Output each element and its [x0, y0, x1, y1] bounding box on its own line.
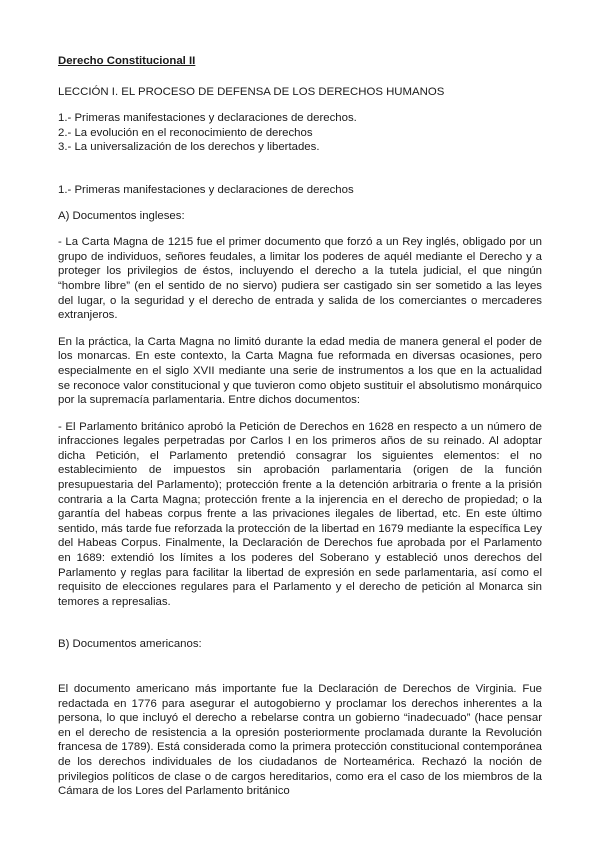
- paragraph: En la práctica, la Carta Magna no limitó durante la edad media de manera general el poder de los monarcas. En este contexto, la Carta Magna fue reformada en diversas ocasiones, pero especialmente en el siglo XVII mediante una serie de instrumentos a los que en la actualidad se reconoce valor constitucional y que tuvieron como objeto sustituir el absolutismo monárquico por la supremacía parlamentaria. Entre dichos documentos:: [58, 335, 542, 407]
- section-1-heading: 1.- Primeras manifestaciones y declaraciones de derechos: [58, 183, 354, 196]
- table-of-contents: [58, 111, 542, 155]
- subsection-b-heading: B) Documentos americanos:: [58, 638, 202, 651]
- toc-item: 2.- La evolución en el reconocimiento de derechos: [58, 126, 313, 139]
- toc-item: 1.- Primeras manifestaciones y declaraciones de derechos.: [58, 112, 357, 125]
- paragraph: - El Parlamento británico aprobó la Petición de Derechos en 1628 en respecto a un número de infracciones legales perpetradas por Carlos I en los primeros años de su reinado. Al adoptar dicha Petición, el Parlamento pretendió consagrar los siguientes elementos: el no establecimiento de impuestos sin aprobación parlamentaria (origen de la función presupuestaria del Parlamento); protección frente a la detención arbitraria o frente a la prisión contraria a la Carta Magna; protección frente a la injerencia en el derecho de propiedad; o la garantía del habeas corpus frente a las privaciones ilegales de libertad, etc. En este último sentido, más tarde fue reforzada la protección de la libertad en 1679 mediante la específica Ley del Habeas Corpus. Finalmente, la Declaración de Derechos fue aprobada por el Parlamento en 1689: extendió los límites a los poderes del Soberano y estableció unos derechos del Parlamento y reglas para facilitar la libertad de expresión en sede parlamentaria, así como el requisito de elecciones regulares para el Parlamento y el derecho de petición al Monarca sin temores a represalias.: [58, 420, 542, 608]
- document-page: [58, 54, 542, 799]
- subsection-a-heading: A) Documentos ingleses:: [58, 209, 185, 222]
- lesson-heading: LECCIÓN I. EL PROCESO DE DEFENSA DE LOS DERECHOS HUMANOS: [58, 85, 445, 98]
- document-title: Derecho Constitucional II: [58, 55, 196, 67]
- paragraph: - La Carta Magna de 1215 fue el primer documento que forzó a un Rey inglés, obligado por un grupo de individuos, señores feudales, a limitar los poderes de aquél mediante el Derecho y a proteger los privilegios de éstos, incluyendo el derecho a la tutela judicial, el que ningún “hombre libre” (en el sentido de no siervo) pudiera ser castigado sin ser sometido a las leyes del lugar, o la seguridad y el derecho de entrada y salida de los comerciantes o mercaderes extranjeros.: [58, 236, 542, 322]
- paragraph: El documento americano más importante fue la Declaración de Derechos de Virginia. Fue redactada en 1776 para asegurar el autogobierno y proclamar los derechos inherentes a la persona, lo que incluyó el derecho a rebelarse contra un gobierno “inadecuado” (hace pensar en el derecho de resistencia a la opresión posteriormente proclamada durante la Revolución francesa de 1789). Está considerada como la primera protección constitucional contemporánea de los derechos individuales de los ciudadanos de Norteamérica. Rechazó la noción de privilegios políticos de clase o de cargos hereditarios, como era el caso de los miembros de la Cámara de los Lores del Parlamento británico: [58, 683, 542, 798]
- toc-item: 3.- La universalización de los derechos y libertades.: [58, 141, 320, 154]
